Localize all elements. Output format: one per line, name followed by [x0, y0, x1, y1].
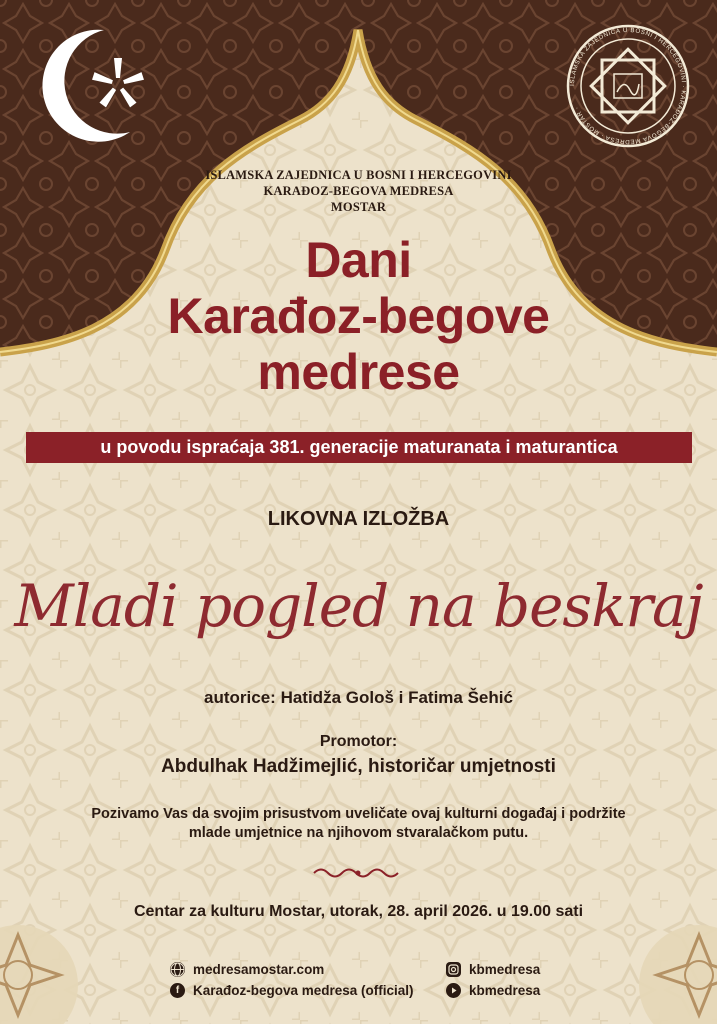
event-details: Centar za kulturu Mostar, utorak, 28. april 2026. u 19.00 sati [133, 903, 584, 920]
occasion-banner [26, 432, 692, 463]
title-line-2: Karađoz-begove [167, 288, 550, 344]
medresa-seal-icon [564, 22, 692, 150]
invitation-line-1: Pozivamo Vas da svojim prisustvom uveličate ovaj kulturni događaj i podržite [91, 806, 626, 822]
youtube-text: kbmedresa [469, 983, 541, 998]
footer-website[interactable] [170, 962, 324, 977]
footer-instagram[interactable] [446, 962, 540, 977]
invitation-line-2: mlade umjetnice na njihovom stvaralačkom putu. [188, 825, 529, 841]
instagram-icon [446, 962, 461, 977]
footer-facebook[interactable] [170, 983, 414, 998]
crescent-star-icon [30, 24, 150, 144]
exhibition-name: Mladi pogled na beskraj [14, 572, 703, 640]
promoter-label: Promotor: [319, 733, 398, 750]
website-text: medresamostar.com [193, 962, 325, 977]
exhibition-label: LIKOVNA IZLOŽBA [267, 508, 450, 530]
youtube-icon [446, 983, 461, 998]
seal-ring-text: ISLAMSKA ZAJEDNICA U BOSNI I HERCEGOVINI · KARAĐOZ-BEGOVA MEDRESA · MOSTAR · [568, 26, 688, 146]
organization-line-2: KARAĐOZ-BEGOVA MEDRESA [263, 184, 454, 198]
facebook-text: Karađoz-begova medresa (official) [193, 983, 414, 998]
exhibition-authors: autorice: Hatidža Gološ i Fatima Šehić [204, 688, 513, 707]
title-line-1: Dani [305, 232, 412, 288]
occasion-banner-text: u povodu ispraćaja 381. generacije maturanata i maturantica [100, 437, 618, 457]
globe-icon [170, 962, 185, 977]
footer-youtube[interactable] [446, 983, 540, 998]
facebook-icon: f [170, 983, 185, 998]
ornament-divider-icon [312, 866, 404, 880]
promoter-name: Abdulhak Hadžimejlić, historičar umjetnosti [161, 756, 556, 777]
title-line-3: medrese [257, 344, 460, 400]
organization-line-1: ISLAMSKA ZAJEDNICA U BOSNI I HERCEGOVINI [205, 168, 512, 182]
instagram-text: kbmedresa [469, 962, 541, 977]
organization-line-3: MOSTAR [330, 200, 387, 214]
